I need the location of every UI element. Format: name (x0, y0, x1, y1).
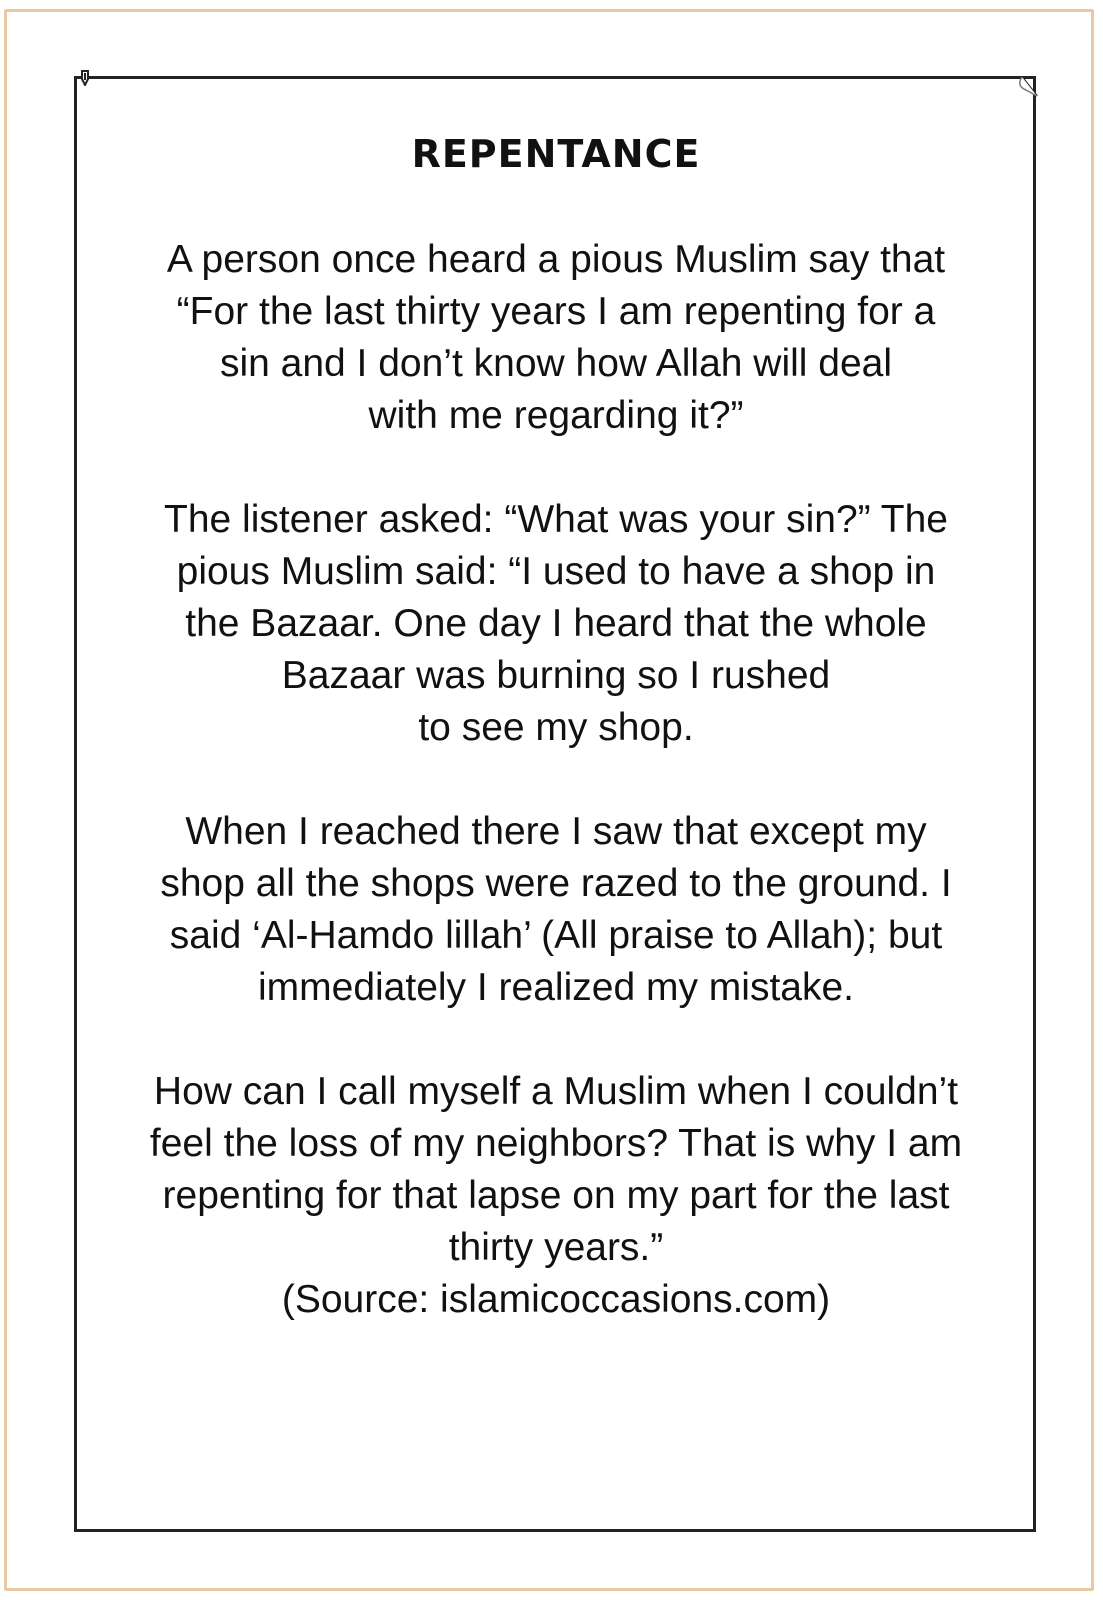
story-line: Bazaar was burning so I rushed (281, 654, 831, 697)
title-spacer (86, 182, 1026, 234)
story-line: sin and I don’t know how Allah will deal (219, 342, 893, 385)
story-line: with me regarding it?” (368, 394, 744, 437)
pin-icon (80, 70, 90, 86)
paragraph-spacer (86, 1014, 1026, 1066)
story-line: repenting for that lapse on my part for the last (162, 1174, 950, 1217)
paragraph-spacer (86, 442, 1026, 494)
story-line: How can I call myself a Muslim when I couldn’t (153, 1070, 959, 1113)
paragraph-spacer (86, 754, 1026, 806)
story-line: “For the last thirty years I am repenting for a (176, 290, 936, 333)
story-paragraph-4 (86, 1066, 1026, 1274)
notice-content (86, 126, 1026, 1326)
story-line: The listener asked: “What was your sin?” The (164, 498, 948, 541)
story-line: to see my shop. (418, 706, 694, 749)
story-paragraph-2 (86, 494, 1026, 754)
source-citation: (Source: islamicoccasions.com) (281, 1278, 831, 1321)
page-curl-icon (1004, 76, 1038, 102)
story-paragraph-1 (86, 234, 1026, 442)
story-paragraph-3 (86, 806, 1026, 1014)
story-line: thirty years.” (448, 1226, 664, 1269)
story-line: A person once heard a pious Muslim say that (166, 238, 946, 281)
story-line: pious Muslim said: “I used to have a shop in (176, 550, 936, 593)
story-line: immediately I realized my mistake. (257, 966, 854, 1009)
story-line: When I reached there I saw that except my (185, 810, 927, 853)
story-line: shop all the shops were razed to the ground. I (160, 862, 952, 905)
story-line: feel the loss of my neighbors? That is why I am (149, 1122, 963, 1165)
notice-title: REPENTANCE (411, 132, 701, 176)
story-line: said ‘Al-Hamdo lillah’ (All praise to Allah); but (169, 914, 943, 957)
story-line: the Bazaar. One day I heard that the whole (185, 602, 927, 645)
